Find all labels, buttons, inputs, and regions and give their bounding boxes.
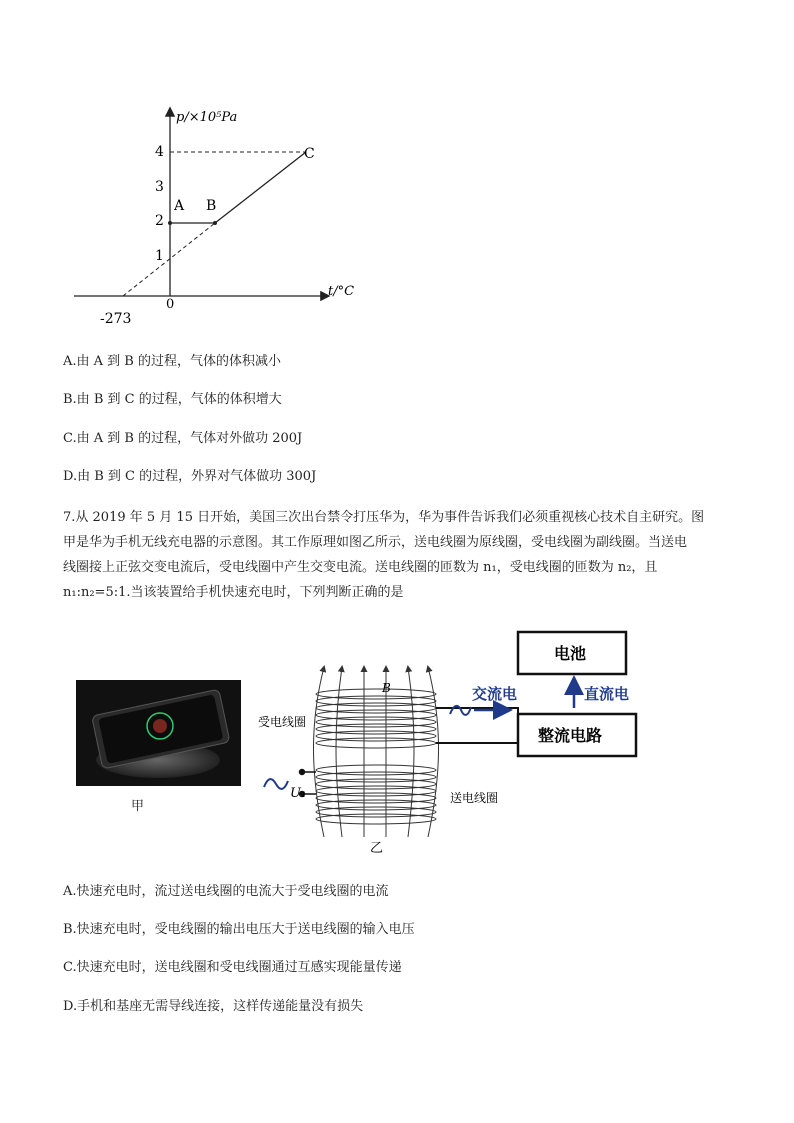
pressure-temperature-graph: [60, 95, 380, 335]
q6-option-a: A.由 A 到 B 的过程，气体的体积减小: [63, 354, 281, 369]
q7-option-d: D.手机和基座无需导线连接，这样传递能量没有损失: [63, 999, 364, 1014]
q7-line-1: 7.从 2019 年 5 月 15 日开始，美国三次出台禁令打压华为，华为事件告诉我们必须重视核心技术自主研究。图: [63, 510, 705, 525]
magnetic-field-lines: [314, 667, 439, 837]
q7-option-c: C.快速充电时，送电线圈和受电线圈通过互感实现能量传递: [63, 960, 402, 975]
dc-label: 直流电: [584, 685, 630, 703]
label-a: A: [174, 198, 185, 214]
u1-label: U₁: [290, 786, 307, 801]
y-tick-4: 4: [155, 144, 164, 160]
y-tick-2: 2: [155, 213, 164, 229]
y-axis-label: p/×10⁵Pa: [176, 110, 238, 125]
phone-charger-photo: [76, 680, 241, 786]
q7-line-3: 线圈接上正弦交变电流后，受电线圈中产生交变电流。送电线圈的匝数为 n₁，受电线圈的匝数为 n₂，且: [63, 560, 658, 575]
q6-option-c: C.由 A 到 B 的过程，气体对外做功 200J: [63, 431, 303, 446]
y-tick-3: 3: [155, 179, 164, 195]
b-field-label: B: [382, 681, 391, 695]
receive-coil-label: 受电线圈: [258, 715, 307, 729]
figure-jia-label: 甲: [131, 799, 145, 814]
q6-option-b: B.由 B 到 C 的过程，气体的体积增大: [63, 392, 282, 407]
q7-line-4: n₁:n₂=5:1.当该装置给手机快速充电时，下列判断正确的是: [63, 585, 404, 600]
send-coil: [316, 765, 436, 824]
q6-option-d: D.由 B 到 C 的过程，外界对气体做功 300J: [63, 469, 317, 484]
extrapolation-line: [123, 223, 215, 296]
rectifier-label: 整流电路: [538, 726, 603, 745]
send-coil-label: 送电线圈: [450, 791, 499, 805]
label-b: B: [206, 198, 217, 214]
q7-option-a: A.快速充电时，流过送电线圈的电流大于受电线圈的电流: [63, 884, 389, 899]
y-tick-1: 1: [155, 248, 164, 264]
origin-label: 0: [166, 297, 175, 312]
receive-coil: [316, 689, 436, 748]
figure-yi-label: 乙: [370, 841, 384, 856]
q7-option-b: B.快速充电时，受电线圈的输出电压大于送电线圈的输入电压: [63, 922, 415, 937]
q7-line-2: 甲是华为手机无线充电器的示意图。其工作原理如图乙所示，送电线圈为原线圈，受电线圈为副线圈。当送电: [63, 535, 688, 550]
process-bc: [215, 152, 306, 223]
x-tick-273: -273: [100, 311, 132, 327]
question-7-stem: [63, 505, 733, 605]
label-c: C: [304, 146, 315, 162]
output-wires: [436, 708, 518, 743]
wireless-charging-schematic: [252, 622, 647, 860]
battery-label: 电池: [554, 644, 587, 663]
point-a: [168, 221, 172, 225]
ac-label: 交流电: [472, 685, 518, 703]
ac-input-symbol: [264, 779, 288, 789]
x-axis-label: t/°C: [328, 284, 355, 299]
point-b: [213, 221, 217, 225]
